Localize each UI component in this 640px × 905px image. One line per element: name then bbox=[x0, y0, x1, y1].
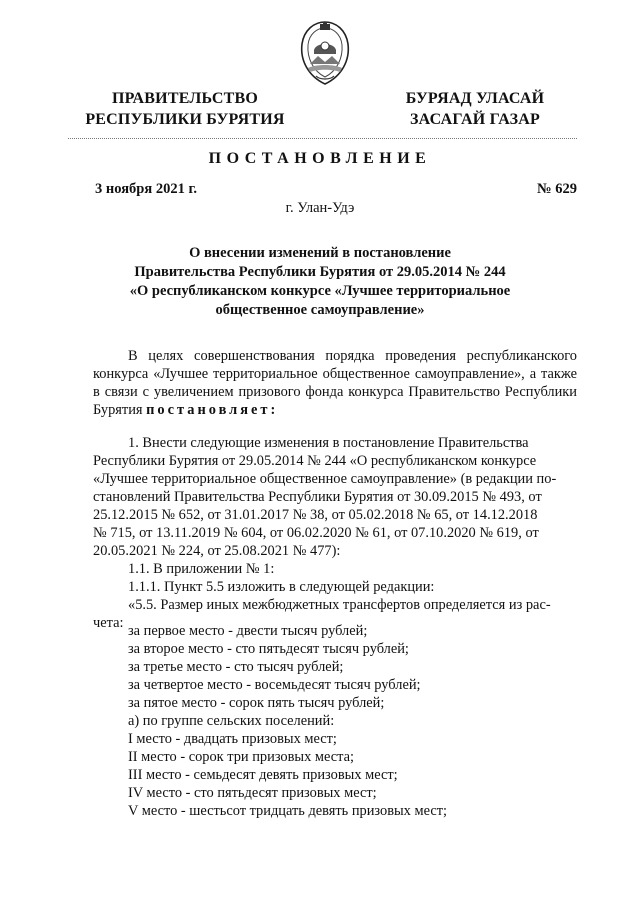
document-city: г. Улан-Удэ bbox=[285, 200, 355, 216]
list-item: II место - сорок три призовых места; bbox=[128, 749, 354, 765]
title-line1: О внесении изменений в постановление bbox=[189, 245, 451, 261]
title-line4: общественное самоуправление» bbox=[215, 302, 425, 318]
item1-line: становлений Правительства Республики Бурятия от 30.09.2015 № 493, от bbox=[93, 489, 542, 505]
item-1 bbox=[93, 434, 577, 632]
document-date: 3 ноября 2021 г. bbox=[95, 181, 198, 197]
list-item: а) по группе сельских поселений: bbox=[128, 713, 335, 729]
list-item: за четвертое место - восемьдесят тысяч рублей; bbox=[128, 677, 421, 693]
org-name-russian bbox=[85, 88, 285, 130]
prize-list bbox=[128, 622, 568, 820]
list-item: за пятое место - сорок пять тысяч рублей; bbox=[128, 695, 385, 711]
item1-line: № 715, от 13.11.2019 № 604, от 06.02.2020 № 61, от 07.10.2020 № 619, от bbox=[93, 525, 539, 541]
quote-line1: «5.5. Размер иных межбюджетных трансфертов определяется из рас- bbox=[128, 597, 551, 613]
quote-line2: чета: bbox=[93, 615, 124, 631]
org-name-buryat bbox=[380, 88, 570, 130]
list-item: за второе место - сто пятьдесят тысяч рублей; bbox=[128, 641, 409, 657]
org-name-russian-line2: РЕСПУБЛИКИ БУРЯТИЯ bbox=[85, 111, 285, 128]
coat-of-arms-icon bbox=[294, 20, 356, 86]
list-item: III место - семьдесят девять призовых мест; bbox=[128, 767, 398, 783]
item1-line: 20.05.2021 № 224, от 25.08.2021 № 477): bbox=[93, 543, 341, 559]
list-item: за первое место - двести тысяч рублей; bbox=[128, 623, 368, 639]
sub-item-1-1-1: 1.1.1. Пункт 5.5 изложить в следующей редакции: bbox=[128, 579, 435, 595]
title-line2: Правительства Республики Бурятия от 29.05.2014 № 244 bbox=[134, 264, 506, 280]
title-line3: «О республиканском конкурсе «Лучшее территориальное bbox=[129, 283, 511, 299]
header-divider bbox=[68, 138, 577, 139]
org-name-russian-line1: ПРАВИТЕЛЬСТВО bbox=[111, 90, 259, 107]
item1-line: Республики Бурятия от 29.05.2014 № 244 «О республиканском конкурсе bbox=[93, 453, 537, 469]
intro-paragraph bbox=[93, 347, 577, 419]
list-item: I место - двадцать призовых мест; bbox=[128, 731, 337, 747]
list-item: IV место - сто пятьдесят призовых мест; bbox=[128, 785, 377, 801]
org-name-buryat-line1: БУРЯАД УЛАСАЙ bbox=[405, 90, 545, 107]
org-name-buryat-line2: ЗАСАГАЙ ГАЗАР bbox=[410, 111, 540, 128]
document-number: № 629 bbox=[537, 181, 577, 197]
item1-line: 25.12.2015 № 652, от 31.01.2017 № 38, от 05.02.2018 № 65, от 14.12.2018 bbox=[93, 507, 538, 523]
item1-line: «Лучшее территориальное общественное самоуправление» (в редакции по- bbox=[93, 471, 557, 487]
document-title bbox=[70, 244, 570, 320]
intro-text: В целях совершенствования порядка проведения республиканского конкурса «Лучшее территориальное общественное самоуправление», а также в связи с увеличением призового фонда конкурса Правительство Республики Бурятия bbox=[93, 348, 577, 418]
sub-item-1-1: 1.1. В приложении № 1: bbox=[128, 561, 275, 577]
item1-line: 1. Внести следующие изменения в постановление Правительства bbox=[128, 435, 529, 451]
list-item: за третье место - сто тысяч рублей; bbox=[128, 659, 344, 675]
decree-word: постановляет: bbox=[146, 402, 279, 418]
list-item: V место - шестьсот тридцать девять призовых мест; bbox=[128, 803, 448, 819]
document-type: ПОСТАНОВЛЕНИЕ bbox=[208, 150, 432, 167]
